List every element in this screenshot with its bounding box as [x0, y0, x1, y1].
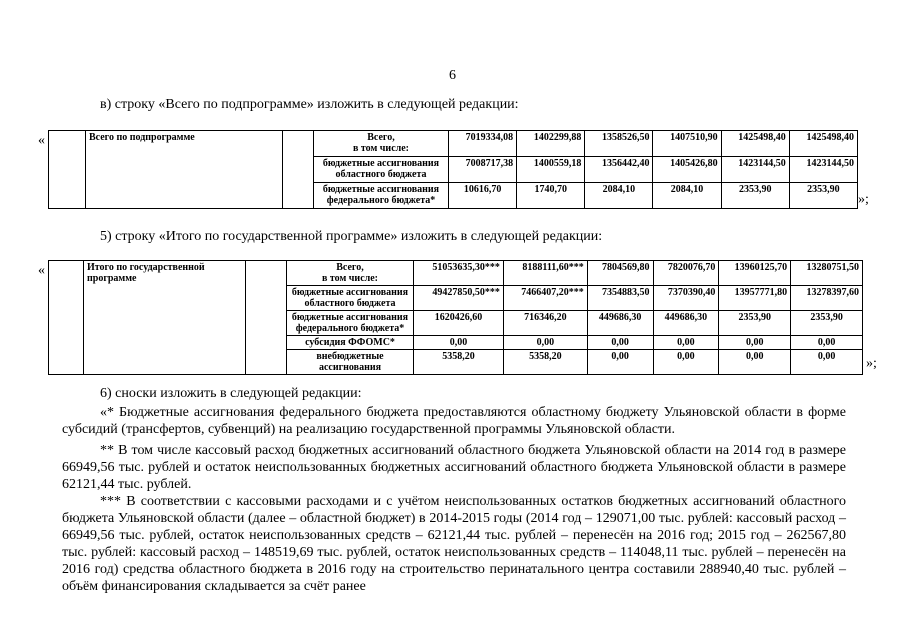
table2-cell: 5358,20 [414, 350, 504, 375]
table2-cell: 449686,30 [653, 311, 719, 336]
program-table [48, 260, 863, 375]
table1-cell: 1423144,50 [789, 157, 857, 183]
table2-label: внебюджетные ассигнования [287, 350, 414, 375]
table1-cell: 2084,10 [585, 183, 653, 209]
table2-cell: 0,00 [653, 350, 719, 375]
table2-name: Итого по государственной программе [84, 261, 246, 375]
footnote-3: *** В соответствии с кассовыми расходами и с учётом неиспользованных остатков бюджетных ассигнований областного бюджета Ульяновской области (далее – областной бюджет) в 2014-2015 годы (2014 год – 129071,00 тыс. рублей: кассовый расход – 66949,56 тыс. рублей, остаток неиспользованных средств – 62121,44 тыс. рублей – перенесён на 2016 год; 2015 год – 262567,80 тыс. рублей: кассовый расход – 148519,69 тыс. рублей, остаток неиспользованных средств – 114048,11 тыс. рублей – перенесён на 2016 год) средства областного бюджета в 2016 году на строительство перинатального центра составили 288940,40 тыс. рублей – объём финансирования складывается за счёт ранее [62, 494, 846, 594]
close-quote-1: »; [858, 192, 869, 207]
page-number: 6 [449, 68, 456, 83]
table1-cell: 1423144,50 [721, 157, 789, 183]
open-quote-2: « [38, 263, 45, 278]
table2-label: бюджетные ассигнования областного бюджета [287, 286, 414, 311]
open-quote-1: « [38, 133, 45, 148]
table2-cell: 7466407,20*** [503, 286, 587, 311]
table1-label: бюджетные ассигнования федерального бюджета* [314, 183, 449, 209]
table1-cell: 7008717,38 [449, 157, 517, 183]
table1-cell: 1407510,90 [653, 131, 721, 157]
subprogram-table [48, 130, 858, 209]
table2-cell: 13278397,60 [791, 286, 863, 311]
table2-cell: 13957771,80 [719, 286, 791, 311]
table2-cell: 0,00 [791, 336, 863, 350]
table2-cell: 0,00 [791, 350, 863, 375]
table2-cell: 0,00 [719, 336, 791, 350]
table2-cell: 2353,90 [791, 311, 863, 336]
table1-cell: 1425498,40 [721, 131, 789, 157]
table1-cell: 2084,10 [653, 183, 721, 209]
table2-cell: 5358,20 [503, 350, 587, 375]
table2-cell: 0,00 [414, 336, 504, 350]
table2-cell: 7804569,80 [587, 261, 653, 286]
table1-cell: 1400559,18 [517, 157, 585, 183]
close-quote-2: »; [866, 356, 877, 371]
table2-cell: 0,00 [587, 350, 653, 375]
table2-cell: 2353,90 [719, 311, 791, 336]
table2-label: бюджетные ассигнования федерального бюджета* [287, 311, 414, 336]
table2-cell: 1620426,60 [414, 311, 504, 336]
table2-cell: 0,00 [503, 336, 587, 350]
table2-cell: 8188111,60*** [503, 261, 587, 286]
table2-cell: 0,00 [587, 336, 653, 350]
table2-cell: 0,00 [719, 350, 791, 375]
table2-cell: 0,00 [653, 336, 719, 350]
table1-cell: 1405426,80 [653, 157, 721, 183]
table2-cell: 716346,20 [503, 311, 587, 336]
table1-name: Всего по подпрограмме [86, 131, 283, 209]
table2-cell: 449686,30 [587, 311, 653, 336]
table2-cell: 13960125,70 [719, 261, 791, 286]
table1-cell: 1358526,50 [585, 131, 653, 157]
footnote-2: ** В том числе кассовый расход бюджетных ассигнований областного бюджета Ульяновской области на 2014 год в размере 66949,56 тыс. рублей и остаток неиспользованных бюджетных ассигнований областного бюджета Ульяновской области в размере 62121,44 тыс. рублей. [62, 443, 846, 492]
table1-cell: 2353,90 [721, 183, 789, 209]
footnote-1: «* Бюджетные ассигнования федерального бюджета предоставляются областному бюджету Ульяновской области в форме субсидий (трансфертов, субвенций) на реализацию государственной программы Ульяновской области. [62, 405, 846, 437]
table2-cell: 13280751,50 [791, 261, 863, 286]
heading-v: в) строку «Всего по подпрограмме» изложить в следующей редакции: [100, 97, 519, 112]
table1-cell: 1402299,88 [517, 131, 585, 157]
table1-label: бюджетные ассигнования областного бюджета [314, 157, 449, 183]
heading-6: 6) сноски изложить в следующей редакции: [100, 386, 362, 401]
table2-label: субсидия ФФОМС* [287, 336, 414, 350]
table1-cell: 7019334,08 [449, 131, 517, 157]
table1-cell: 10616,70 [449, 183, 517, 209]
table1-cell: 1740,70 [517, 183, 585, 209]
table2-label: Всего, в том числе: [287, 261, 414, 286]
table2-cell: 49427850,50*** [414, 286, 504, 311]
table1-cell: 1356442,40 [585, 157, 653, 183]
table1-cell: 1425498,40 [789, 131, 857, 157]
table1-cell: 2353,90 [789, 183, 857, 209]
heading-5: 5) строку «Итого по государственной программе» изложить в следующей редакции: [100, 229, 603, 244]
table2-cell: 51053635,30*** [414, 261, 504, 286]
table2-cell: 7354883,50 [587, 286, 653, 311]
table1-label: Всего, в том числе: [314, 131, 449, 157]
table2-cell: 7370390,40 [653, 286, 719, 311]
table2-cell: 7820076,70 [653, 261, 719, 286]
